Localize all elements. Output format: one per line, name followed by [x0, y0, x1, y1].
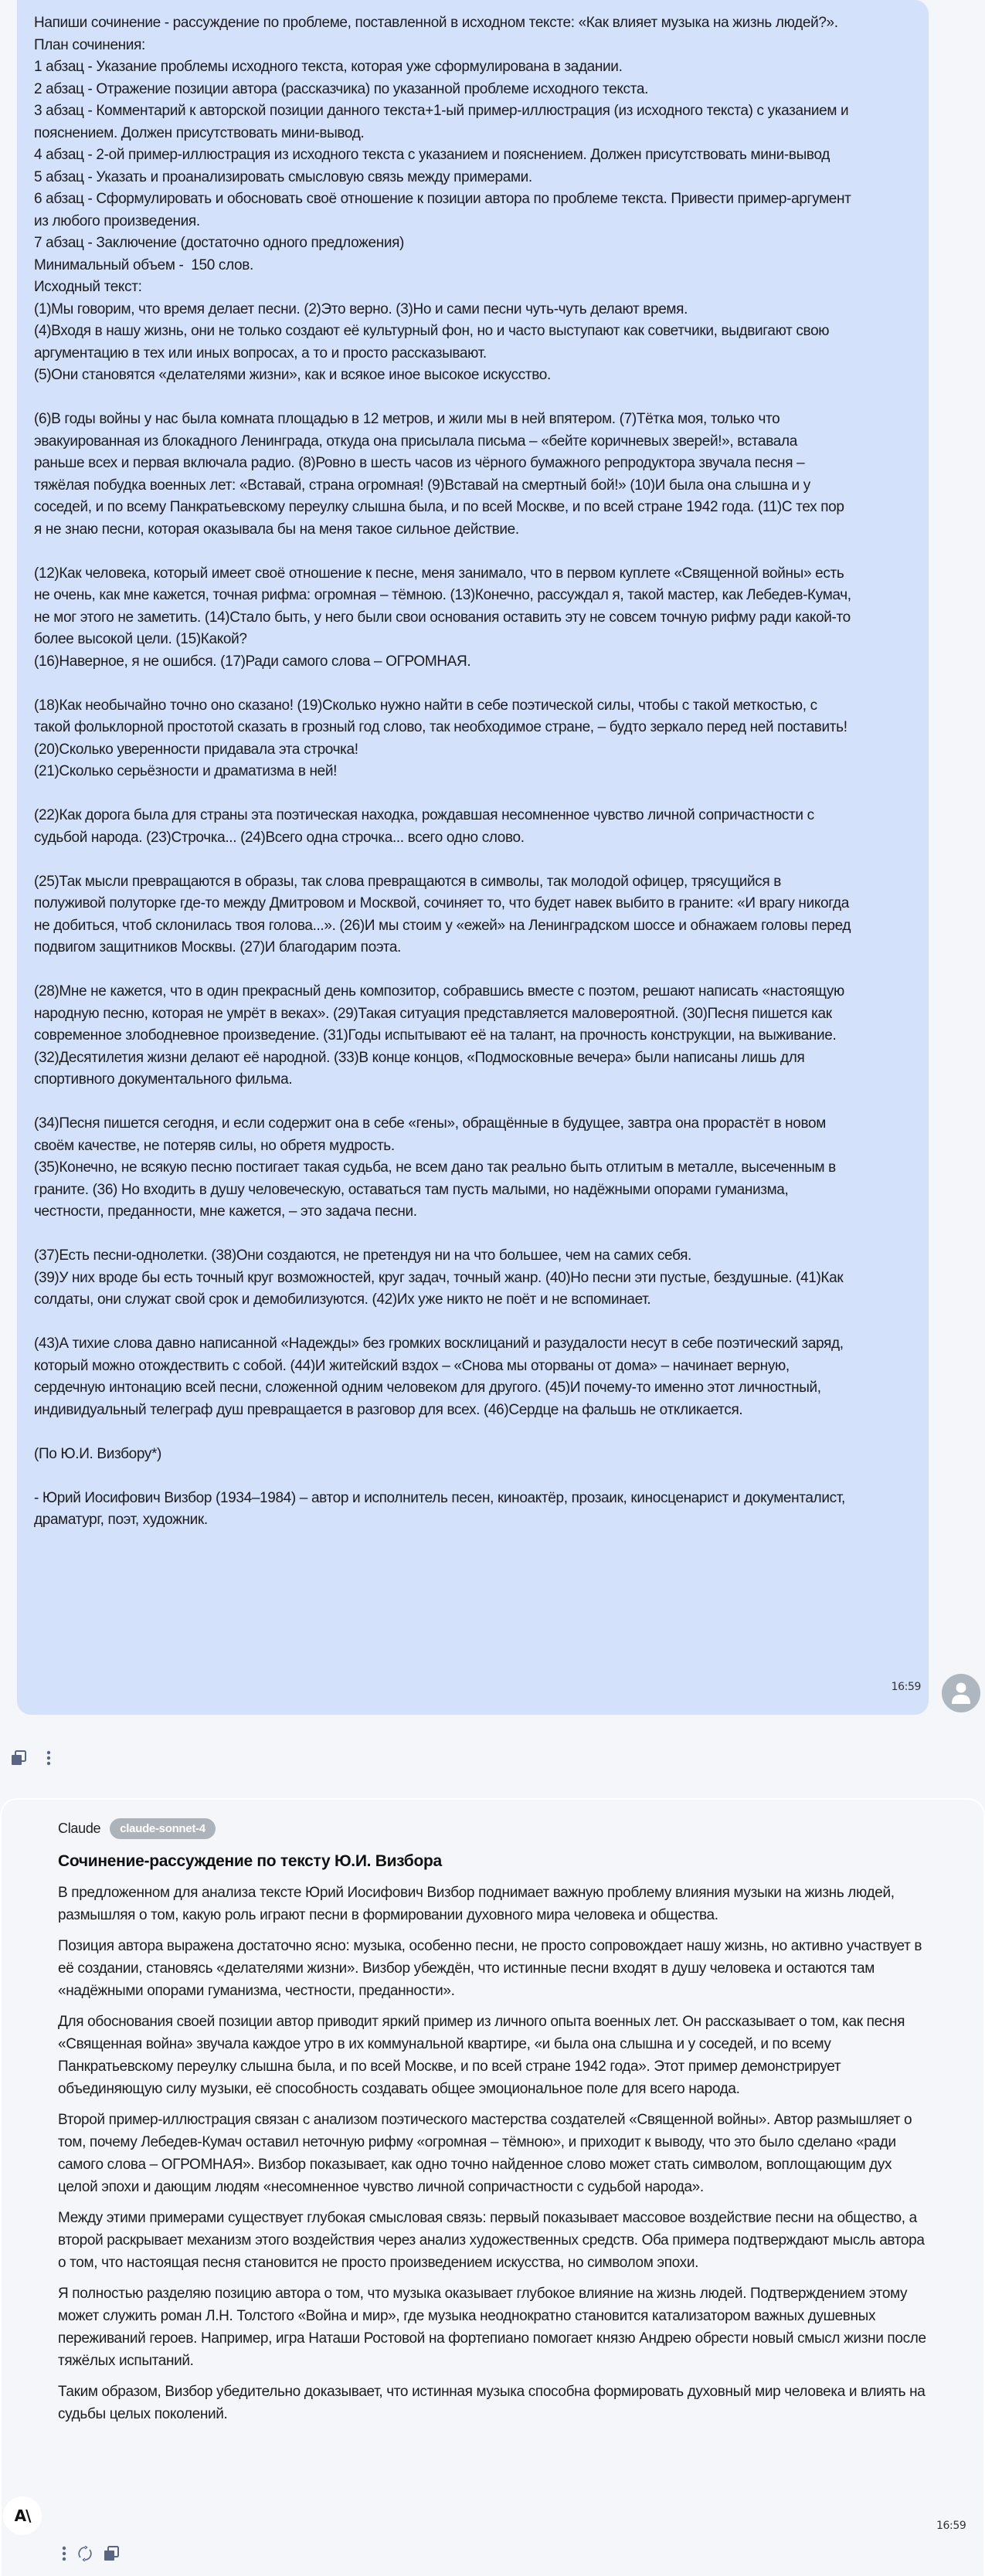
user-text-line: Исходный текст:: [34, 279, 142, 295]
copy-button[interactable]: [104, 2546, 119, 2561]
user-text-line: План сочинения:: [34, 36, 145, 53]
user-text-line: (43)А тихие слова давно написанной «Надежды» без громких восклицаний и разудалости несут в себе поэтический заряд, который можно отождествить с собой. (44)И житейский вздох – «Снова мы оторваны от дома» – начинает верную, сердечную интонацию всей песни, сложенной одним человеком для другого. (45)И почему-то именно этот личностный, индивидуальный телеграф душ превращается в разговор для всех. (46)Сердце на фальшь не откликается.: [34, 1336, 847, 1418]
user-icon: [951, 1682, 971, 1705]
user-text-line: Минимальный объем - 150 слов.: [34, 256, 253, 273]
author-footnote: - Юрий Иосифович Визбор (1934–1984) – автор и исполнитель песен, киноактёр, прозаик, киносценарист и документалист, драматург, поэт, художник.: [34, 1489, 849, 1528]
user-text-line: (37)Есть песни-однолетки. (38)Они создаются, не претендуя ни на что большее, чем на самих себя.: [34, 1247, 691, 1264]
user-text-paragraph: [34, 695, 851, 783]
user-text-line: (25)Так мысли превращаются в образы, так слова превращаются в символы, так молодой офицер, трясущийся в полуживой полуторке где-то между Дмитровом и Москвой, сочиняет то, что будет навек выбито в граните: «И врагу никогда не добиться, чтоб склонилась твоя голова...». (26)И мы стоим у «ежей» на Ленинградском шоссе и обнажаем головы перед подвигом защитников Москвы. (27)И благодарим поэта.: [34, 873, 855, 955]
essay-paragraph: Для обоснования своей позиции автор приводит яркий пример из личного опыта военных лет. Он рассказывает о том, как песня «Священная война» звучала каждое утро в их коммунальной квартире, «и была она слышна и у соседей, и по всему Панкратьевскому переулку слышна была, и по всей Москве, и по всей стране 1942 года». Этот пример демонстрирует объединяющую силу музыки, её способность создавать общее эмоциональное поле для всего народа.: [58, 2014, 905, 2097]
user-avatar: [942, 1674, 980, 1712]
more-options-button[interactable]: [46, 1750, 51, 1766]
user-text-paragraph: [34, 12, 855, 387]
model-badge: claude-sonnet-4: [110, 1818, 216, 1839]
essay-title: Сочинение-рассуждение по тексту Ю.И. Визбора: [58, 1852, 442, 1870]
user-text-line: (16)Наверное, я не ошибся. (17)Ради самого слова – ОГРОМНАЯ.: [34, 653, 471, 670]
assistant-message-actions: [62, 2546, 119, 2561]
assistant-header: [58, 1815, 929, 1841]
user-text-line: (39)У них вроде бы есть точный круг возможностей, круг задач, точный жанр. (40)Но песни эти пустые, бездушные. (41)Как солдаты, они служат свой срок и демобилизуются. (42)Их уже никто не поёт и не вспоминает.: [34, 1269, 847, 1308]
user-text-line: 3 абзац - Комментарий к авторской позиции данного текста+1-ый пример-иллюстрация (из исходного текста) с указанием и пояснением. Должен присутствовать мини-вывод.: [34, 103, 853, 141]
user-text-line: 7 абзац - Заключение (достаточно одного предложения): [34, 235, 405, 251]
user-text-line: (5)Они становятся «делателями жизни», как и всякое иное высокое искусство.: [34, 367, 551, 383]
user-message-time: 16:59: [891, 1680, 921, 1693]
user-text-line: 5 абзац - Указать и проанализировать смысловую связь между примерами.: [34, 168, 532, 185]
essay-body: [58, 1882, 929, 2425]
user-message-text: [34, 12, 855, 1465]
user-text-line: (1)Мы говорим, что время делает песни. (2)Это верно. (3)Но и сами песни чуть-чуть делают время.: [34, 300, 688, 317]
user-text-line: 6 абзац - Сформулировать и обосновать своё отношение к позиции автора по проблеме текста. Привести пример-аргумент из любого произведения.: [34, 191, 855, 229]
user-text-paragraph: [34, 805, 851, 849]
user-text-paragraph: [34, 409, 851, 541]
assistant-message: [0, 1798, 985, 2576]
essay-paragraph: Второй пример-иллюстрация связан с анализом поэтического мастерства создателей «Священной войны». Автор размышляет о том, почему Лебедев-Кумач оставил неточную рифму «огромная – тёмною», и приходит к выводу, что это было сделано «ради самого слова – ОГРОМНАЯ». Визбор показывает, как одно точно найденное слово может стать символом, воплощающим дух целой эпохи и дающим людям «несомненное чувство личной сопричастности с судьбой народа».: [58, 2112, 912, 2195]
regenerate-icon: [77, 2546, 93, 2561]
user-text-line: (18)Как необычайно точно оно сказано! (19)Сколько нужно найти в себе поэтической силы, чтобы с такой меткостью, с такой фольклорной простотой сказать в грозный год слово, так необходимое стране, – будто зеркало перед ней поставить! (20)Сколько уверенности придавала эта строчка!: [34, 697, 851, 758]
user-message-bubble: [17, 0, 929, 1715]
essay-paragraph: Позиция автора выражена достаточно ясно: музыка, особенно песни, не просто сопровождает нашу жизнь, но активно участвует в её создании, становясь «делателями жизни». Визбор убеждён, что истинные песни входят в душу человека и остаются там «надёжными опорами гуманизма, честности, преданности».: [58, 1938, 922, 1999]
user-text-line: (12)Как человека, который имеет своё отношение к песне, меня занимало, что в первом куплете «Священной войны» есть не очень, как мне кажется, точная рифма: огромная – тёмною. (13)Конечно, рассуждал я, такой мастер, как Лебедев-Кумач, не мог этого не заметить. (14)Стало быть, у него были свои основания оставить эту не совсем точную рифму ради какой-то более высокой цели. (15)Какой?: [34, 565, 855, 647]
more-options-button[interactable]: [62, 2546, 66, 2561]
user-text-line: Напиши сочинение - рассуждение по проблеме, поставленной в исходном тексте: «Как влияет музыка на жизнь людей?».: [34, 15, 838, 31]
user-text-paragraph: [34, 871, 855, 959]
user-text-line: (6)В годы войны у нас была комната площадью в 12 метров, и жили мы в ней впятером. (7)Тётка моя, только что эвакуированная из блокадного Ленинграда, откуда она присылала письма – «бейте коричневых зверей!», вставала раньше всех и первая включала радио. (8)Ровно в шесть часов из чёрного бумажного репродуктора звучала песня – тяжёлая побудка военных лет: «Вставай, страна огромная! (9)Вставай на смертный бой!» (10)И была она слышна и у соседей, и по всему Панкратьевскому переулку слышна была, и по всей Москве, и по всей стране 1942 года. (11)С тех пор я не знаю песни, которая оказывала бы на меня такое сильное действие.: [34, 411, 848, 538]
user-text-paragraph: [34, 1245, 851, 1312]
assistant-name: Claude: [58, 1820, 101, 1836]
copy-button[interactable]: [11, 1750, 26, 1766]
user-message-actions: [11, 1750, 51, 1766]
user-text-line: 4 абзац - 2-ой пример-иллюстрация из исходного текста с указанием и пояснением. Должен присутствовать мини-вывод: [34, 147, 830, 163]
user-text-line: (35)Конечно, не всякую песню постигает такая судьба, не всем дано так реально быть отлитым в металле, высеченным в граните. (36) Но входить в душу человеческую, оставаться там пусть малыми, но надёжными опорами гуманизма, честности, преданности, мне кажется, – это задача песни.: [34, 1159, 840, 1220]
user-text-paragraph: [34, 563, 855, 674]
user-text-paragraph: [34, 981, 851, 1091]
user-text-line: (По Ю.И. Визбору*): [34, 1445, 162, 1462]
user-text-paragraph: [34, 1113, 851, 1224]
user-text-paragraph: [34, 1333, 851, 1421]
essay-paragraph: Я полностью разделяю позицию автора о том, что музыка оказывает глубокое влияние на жизнь людей. Подтверждением этому может служить роман Л.Н. Толстого «Война и мир», где музыка неоднократно становится катализатором важных душевных переживаний героев. Например, игра Наташи Ростовой на фортепиано помогает князю Андрею обрести новый смысл жизни после тяжёлых испытаний.: [58, 2286, 926, 2369]
assistant-message-time: 16:59: [936, 2520, 966, 2532]
more-options-icon: [46, 1750, 51, 1766]
more-options-icon: [62, 2546, 66, 2561]
user-text-line: (4)Входя в нашу жизнь, они не только создают её культурный фон, но и часто выступают как советчики, выдвигают свою аргументацию в тех или иных вопросах, а то и просто рассказывают.: [34, 323, 834, 361]
copy-icon: [11, 1750, 26, 1766]
anthropic-logo-icon: A\: [14, 2506, 31, 2525]
essay-paragraph: Между этими примерами существует глубокая смысловая связь: первый показывает массовое воздействие песни на общество, а второй раскрывает механизм этого воздействия через анализ художественных средств. Оба примера подтверждают мысль автора о том, что настоящая песня становится не просто произведением искусства, но символом эпохи.: [58, 2210, 925, 2271]
user-text-line: (22)Как дорога была для страны эта поэтическая находка, рождавшая несомненное чувство личной сопричастности с судьбой народа. (23)Строчка... (24)Всего одна строчка... всего одно слово.: [34, 807, 818, 846]
assistant-avatar: [3, 2496, 42, 2535]
user-text-line: (34)Песня пишется сегодня, и если содержит она в себе «гены», обращённые в будущее, завтра она прорастёт в новом своём качестве, не потеряв силы, но обретя мудрость.: [34, 1115, 830, 1154]
copy-icon: [104, 2546, 119, 2561]
essay-paragraph: Таким образом, Визбор убедительно доказывает, что истинная музыка способна формировать духовный мир человека и влиять на судьбы целых поколений.: [58, 2384, 926, 2422]
user-text-line: 1 абзац - Указание проблемы исходного текста, которая уже сформулирована в задании.: [34, 59, 623, 75]
user-text-line: 2 абзац - Отражение позиции автора (рассказчика) по указанной проблеме исходного текста.: [34, 80, 648, 97]
user-text-line: (28)Мне не кажется, что в один прекрасный день композитор, собравшись вместе с поэтом, решают написать «настоящую народную песню, которая не умрёт в веках». (29)Такая ситуация представляется маловероятной. (30)Песня пишется как современное злободневное произведение. (31)Годы испытывают её на талант, на прочность конструкции, на выживание. (32)Десятилетия жизни делают её народной. (33)В конце концов, «Подмосковные вечера» были написаны лишь для спортивного документального фильма.: [34, 983, 848, 1088]
regenerate-button[interactable]: [77, 2546, 93, 2561]
user-text-line: (21)Сколько серьёзности и драматизма в ней!: [34, 763, 338, 779]
essay-paragraph: В предложенном для анализа тексте Юрий Иосифович Визбор поднимает важную проблему влияния музыки на жизнь людей, размышляя о том, какую роль играют песни в формировании духовного мира человека и общества.: [58, 1885, 895, 1923]
user-text-paragraph: [34, 1444, 851, 1466]
